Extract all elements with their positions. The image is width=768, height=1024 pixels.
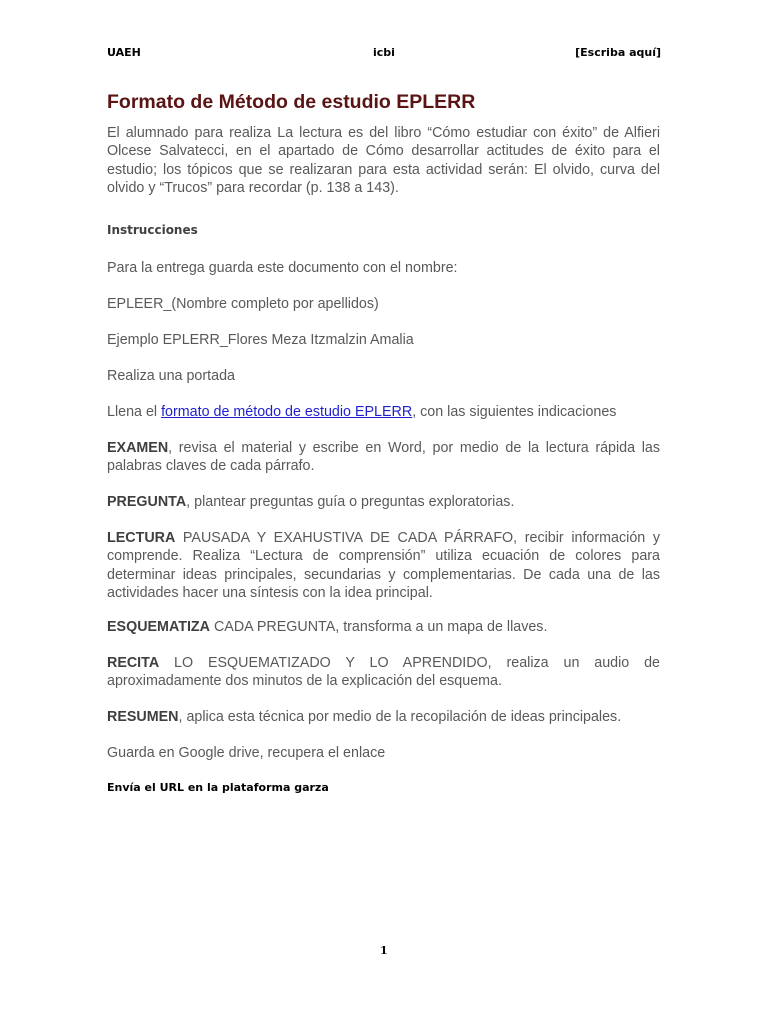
step-resumen-text: , aplica esta técnica por medio de la recopilación de ideas principales.	[178, 709, 622, 725]
step-lectura-text: PAUSADA Y EXAHUSTIVA DE CADA PÁRRAFO, recibir información y comprende. Realiza “Lectura de comprensión” utiliza ecuación de colores para determinar ideas principales, secundarias y complementarias. De cada una de las actividades hacer una síntesis con la idea principal.	[107, 530, 660, 601]
step-recita-text: LO ESQUEMATIZADO Y LO APRENDIDO, realiza un audio de aproximadamente dos minutos de la explicación del esquema.	[107, 655, 660, 690]
step-pregunta-term: PREGUNTA	[107, 494, 187, 510]
footer-note: Envía el URL en la plataforma garza	[107, 781, 329, 794]
header-left: UAEH	[107, 46, 141, 59]
step-recita-term: RECITA	[107, 655, 160, 671]
step-pregunta-text: , plantear preguntas guía o preguntas exploratorias.	[186, 494, 515, 510]
fill-format-suffix: , con las siguientes indicaciones	[412, 404, 617, 420]
step-resumen	[107, 708, 660, 726]
closing-instruction: Guarda en Google drive, recupera el enlace	[107, 745, 386, 761]
step-recita	[107, 654, 660, 691]
step-esquematiza-text: CADA PREGUNTA, transforma a un mapa de llaves.	[210, 619, 548, 635]
document-title: Formato de Método de estudio EPLERR	[107, 91, 476, 113]
instruction-example: Ejemplo EPLERR_Flores Meza Itzmalzin Amalia	[107, 332, 414, 348]
step-examen	[107, 439, 660, 476]
instructions-heading: Instrucciones	[107, 223, 198, 237]
step-resumen-term: RESUMEN	[107, 709, 179, 725]
step-esquematiza	[107, 618, 660, 636]
intro-paragraph: El alumnado para realiza La lectura es del libro “Cómo estudiar con éxito” de Alfieri Olcese Salvatecci, en el apartado de Cómo desarrollar actitudes de éxito para el estudio; los tópicos que se realizaran para esta actividad serán: El olvido, curva del olvido y “Trucos” para recordar (p. 138 a 143).	[107, 125, 660, 196]
header-center: icbi	[373, 46, 395, 59]
step-esquematiza-term: ESQUEMATIZA	[107, 619, 210, 635]
instruction-fill-format	[107, 403, 660, 421]
instruction-cover: Realiza una portada	[107, 368, 235, 384]
step-pregunta	[107, 493, 660, 511]
header-right: [Escriba aquí]	[575, 46, 661, 59]
step-examen-text: , revisa el material y escribe en Word, por medio de la lectura rápida las palabras claves de cada párrafo.	[107, 440, 660, 475]
instruction-save-name: Para la entrega guarda este documento con el nombre:	[107, 260, 458, 276]
page-header	[107, 46, 661, 64]
fill-format-prefix: Llena el	[107, 404, 162, 420]
step-lectura-term: LECTURA	[107, 530, 176, 546]
instruction-file-format: EPLEER_(Nombre completo por apellidos)	[107, 296, 379, 312]
page-number: 1	[380, 944, 388, 957]
step-lectura	[107, 529, 660, 602]
step-examen-term: EXAMEN	[107, 440, 169, 456]
eplerr-format-link[interactable]: formato de método de estudio EPLERR	[161, 404, 413, 420]
